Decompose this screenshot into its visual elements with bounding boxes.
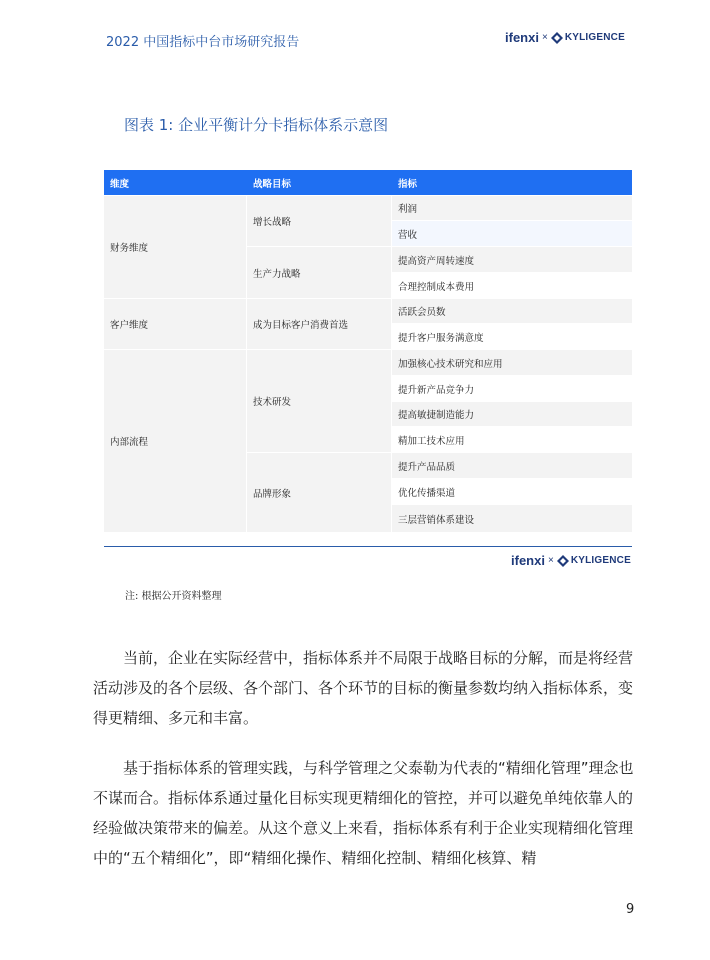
indicator-row: 提升产品品质 [392, 453, 632, 478]
goal-productivity: 生产力战略 [247, 247, 391, 298]
ifenxi-logo: ifenxi [511, 553, 545, 568]
goal-brand-image: 品牌形象 [247, 453, 391, 532]
logo-separator: × [547, 555, 554, 566]
indicator-row: 活跃会员数 [392, 299, 632, 323]
page-number: 9 [626, 902, 635, 917]
goal-tech-rd: 技术研发 [247, 350, 391, 452]
indicator-row: 提高敏捷制造能力 [392, 402, 632, 426]
table-header-goal: 战略目标 [247, 170, 392, 195]
indicator-row: 营收 [392, 221, 632, 246]
goal-customer-choice: 成为目标客户消费首选 [247, 299, 391, 349]
table-header-indicator: 指标 [392, 170, 632, 195]
indicator-row: 提升客户服务满意度 [392, 324, 632, 349]
indicator-row: 提升新产品竞争力 [392, 376, 632, 401]
indicator-row: 利润 [392, 196, 632, 220]
indicator-row: 优化传播渠道 [392, 479, 632, 504]
ifenxi-logo: ifenxi [505, 30, 539, 45]
figure-divider [104, 546, 632, 547]
body-paragraph: 当前，企业在实际经营中，指标体系并不局限于战略目标的分解，而是将经营活动涉及的各个层级、各个部门、各个环节的目标的衡量参数均纳入指标体系，变得更精细、多元和丰富。 [93, 649, 634, 727]
body-paragraph: 基于指标体系的管理实践，与科学管理之父泰勒为代表的“精细化管理”理念也不谋而合。指标体系通过量化目标实现更精细化的管控，并可以避免单纯依靠人的经验做决策带来的偏差。从这个意义上来看，指标体系有利于企业实现精细化管理中的“五个精细化”，即“精细化操作、精细化控制、精细化核算、精 [93, 759, 634, 867]
figure-note: 注: 根据公开资料整理 [125, 591, 222, 602]
indicator-row: 合理控制成本费用 [392, 273, 632, 298]
indicator-row: 提高资产周转速度 [392, 247, 632, 272]
logo-separator: × [541, 32, 548, 43]
table-header-dimension: 维度 [104, 170, 247, 195]
report-header-title: 2022 中国指标中台市场研究报告 [106, 35, 300, 50]
figure-title: 图表 1: 企业平衡计分卡指标体系示意图 [124, 116, 389, 134]
kyligence-logo: KYLIGENCE [564, 32, 625, 43]
kyligence-diamond-icon [551, 32, 563, 44]
header-logo [505, 30, 625, 45]
kyligence-diamond-icon [557, 555, 569, 567]
indicator-row: 精加工技术应用 [392, 427, 632, 452]
dimension-financial: 财务维度 [104, 196, 246, 298]
indicator-row: 三层营销体系建设 [392, 505, 632, 532]
balanced-scorecard-table [104, 170, 632, 532]
indicator-row: 加强核心技术研究和应用 [392, 350, 632, 375]
dimension-customer: 客户维度 [104, 299, 246, 349]
kyligence-logo: KYLIGENCE [570, 555, 631, 566]
goal-growth: 增长战略 [247, 196, 391, 246]
figure-source-logo [511, 553, 631, 568]
dimension-internal-process: 内部流程 [104, 350, 246, 532]
